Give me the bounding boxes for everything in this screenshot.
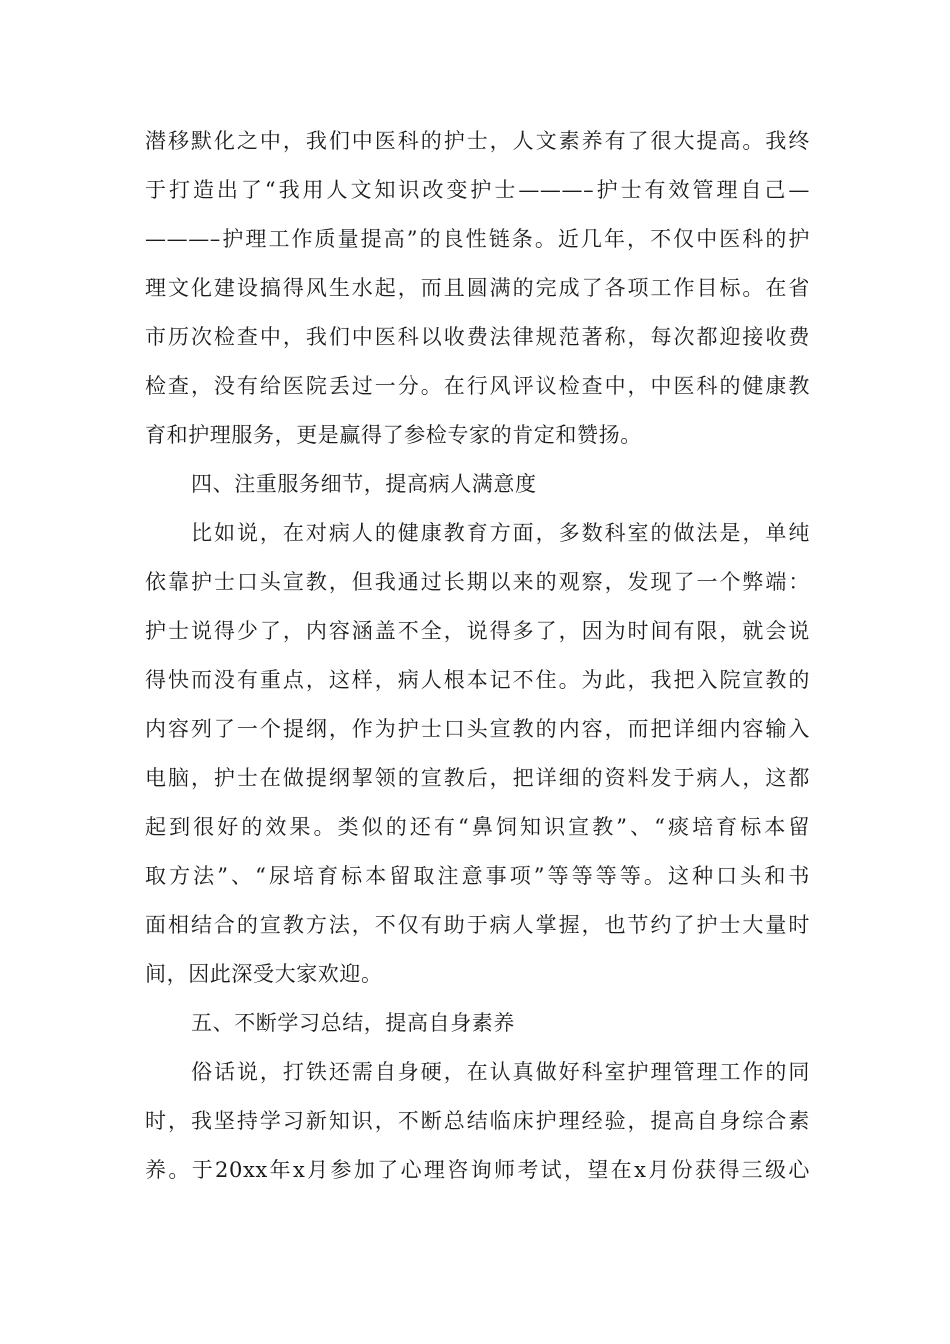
text-line: 取方法”、“尿培育标本留取注意事项”等等等等。这种口头和书 [145,864,810,888]
text-line: 理文化建设搞得风生水起，而且圆满的完成了各项工作目标。在省 [145,276,810,300]
text-line: 间，因此深受大家欢迎。 [145,962,383,986]
text-line: 电脑，护士在做提纲挈领的宣教后，把详细的资料发于病人，这都 [145,766,810,790]
text-line: 养。于20xx年x月参加了心理咨询师考试，望在x月份获得三级心 [145,1158,810,1182]
text-line: 育和护理服务，更是赢得了参检专家的肯定和赞扬。 [145,423,642,447]
section-heading: 四、注重服务细节，提高病人满意度 [191,472,537,496]
text-line: 依靠护士口头宣教，但我通过长期以来的观察，发现了一个弊端： [145,570,810,594]
text-line: 得快而没有重点，这样，病人根本记不住。为此，我把入院宣教的 [145,668,810,692]
text-line: 起到很好的效果。类似的还有“鼻饲知识宣教”、“痰培育标本留 [145,815,810,839]
section-heading: 五、不断学习总结，提高自身素养 [191,1011,515,1035]
text-line: 潜移默化之中，我们中医科的护士，人文素养有了很大提高。我终 [145,129,810,153]
text-line: 俗话说，打铁还需自身硬，在认真做好科室护理管理工作的同 [191,1060,810,1084]
text-line: 护士说得少了，内容涵盖不全，说得多了，因为时间有限，就会说 [145,619,810,643]
text-line: ———–护理工作质量提高”的良性链条。近几年，不仅中医科的护 [145,227,810,251]
text-line: 市历次检查中，我们中医科以收费法律规范著称，每次都迎接收费 [145,325,810,349]
text-line: 时，我坚持学习新知识，不断总结临床护理经验，提高自身综合素 [145,1109,810,1133]
text-line: 比如说，在对病人的健康教育方面，多数科室的做法是，单纯 [191,521,810,545]
text-line: 内容列了一个提纲，作为护士口头宣教的内容，而把详细内容输入 [145,717,810,741]
text-line: 面相结合的宣教方法，不仅有助于病人掌握，也节约了护士大量时 [145,913,810,937]
text-line: 检查，没有给医院丢过一分。在行风评议检查中，中医科的健康教 [145,374,810,398]
text-line: 于打造出了“我用人文知识改变护士———–护士有效管理自己— [145,178,810,202]
